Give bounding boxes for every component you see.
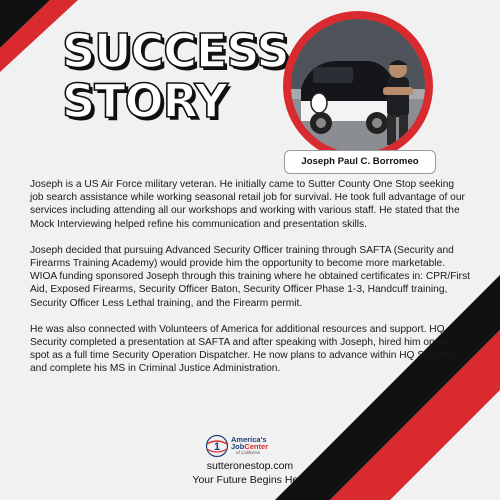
title-line-1: SUCCESS xyxy=(62,24,289,78)
logo-number: 1 xyxy=(213,441,221,453)
globe-logo-icon xyxy=(204,434,230,458)
story-paragraph-2: Joseph decided that pursuing Advanced Security Officer training through SAFTA (Security and Firearms Training Academy) would provide him the opportunity to become more marketable. WIOA funding sponsored Joseph through this training where he obtained certificates in: CPR/First Aid, Exposed Firearms, Security Officer Baton, Security Officer Phase 1-3, Handcuff training, Security Officer Less Lethal training, and the Firearm permit. xyxy=(30,244,470,309)
page-title xyxy=(62,26,289,126)
logo-line-1: America's xyxy=(231,435,267,444)
footer-tagline: Your Future Begins Here xyxy=(192,474,308,486)
profile-photo xyxy=(291,19,425,153)
footer-website-link[interactable]: sutteronestop.com xyxy=(206,460,294,472)
profile-photo-ring xyxy=(283,11,433,161)
logo-line-3: of California xyxy=(236,450,261,455)
story-paragraph-1: Joseph is a US Air Force military veteran. He initially came to Sutter County One Stop seeking job search assistance while working seasonal retail job for survival. He took full advantage of our services including attending all our workshops and working with various staff. He stated that the Mock Interviewing helped refine his communication and presentation skills. xyxy=(30,179,465,230)
title-line-2: STORY xyxy=(62,74,227,128)
americas-job-center-logo xyxy=(198,434,302,458)
story-paragraph-3: He was also connected with Volunteers of America for additional resources and support. HQ Security completed a presentation at SAFTA and after speaking with Joseph, hired him on the spot as a full time Security Operation Dispatcher. He now plans to advance within HQ Security and complete his MS in Criminal Justice Administration. xyxy=(30,323,455,375)
logo-line-2: JobCenter xyxy=(231,442,269,451)
person-name-badge: Joseph Paul C. Borromeo xyxy=(284,150,436,174)
story-body xyxy=(30,178,470,389)
